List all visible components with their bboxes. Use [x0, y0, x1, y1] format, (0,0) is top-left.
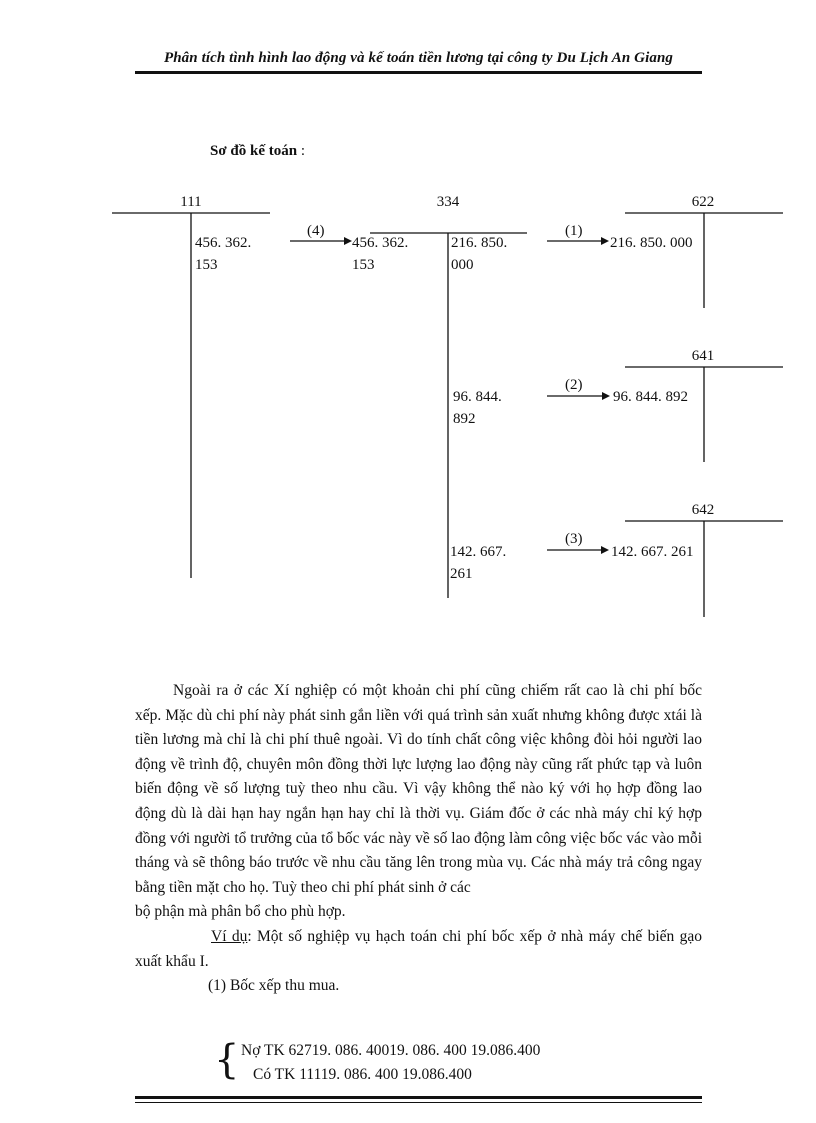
- arrow-2-label: (2): [565, 377, 583, 393]
- entry-622-debit: 216. 850. 000: [610, 235, 693, 251]
- entry-334-credit-2-line1: 96. 844.: [453, 389, 502, 405]
- entry-334-credit-2: [453, 386, 502, 430]
- entry-334-credit-2-line2: 892: [453, 411, 476, 427]
- arrow-1-head: [601, 237, 609, 245]
- entry-334-debit-line2: 153: [352, 257, 375, 273]
- diagram-title-bold: Sơ đồ kế toán: [210, 143, 298, 159]
- entry-642-debit: 142. 667. 261: [611, 544, 694, 560]
- example-item-1: (1) Bốc xếp thu mua.: [208, 977, 340, 995]
- body-text: [135, 679, 702, 999]
- entry-111-credit-line2: 153: [195, 257, 218, 273]
- arrow-1-label: (1): [565, 223, 583, 239]
- journal-debit-line: Nợ TK 62719. 086. 40019. 086. 400 19.086.400: [241, 1042, 541, 1059]
- footer-rule-thick: [135, 1096, 702, 1099]
- account-label-622: 622: [691, 194, 715, 210]
- account-label-111: 111: [180, 194, 202, 210]
- entry-334-credit-3-line2: 261: [450, 566, 473, 582]
- entry-334-debit: [352, 232, 408, 276]
- arrow-4-head: [344, 237, 352, 245]
- example-paragraph: [135, 925, 702, 974]
- account-label-334: 334: [436, 194, 460, 210]
- journal-brace: {: [214, 1037, 240, 1083]
- paragraph-cost-loading: Ngoài ra ở các Xí nghiệp có một khoản chi phí cũng chiếm rất cao là chi phí bốc xếp. Mặc dù chi phí này phát sinh gắn liền với quá trình sản xuất nhưng không được xtái là tiền lương mà chỉ là chi phí thuê ngoài. Vì do tính chất công việc không đòi hỏi người lao động về trình độ, chuyên môn đồng thời lực lượng lao động này cũng rất phức tạp và luôn biến động về số lượng tuỳ theo nhu cầu. Vì vậy không thể nào ký với họ hợp đồng lao động dù là dài hạn hay ngắn hạn hay chỉ là thời vụ. Giám đốc ở các nhà máy chỉ ký hợp đồng với người tổ trưởng của tổ bốc vác này về số lao động làm công việc bốc vác vào mỗi tháng và sẽ thông báo trước về nhu cầu tăng lên trong mùa vụ. Các nhà máy trả công ngay bằng tiền mặt cho họ. Tuỳ theo chi phí phát sinh ở các: [135, 682, 702, 896]
- arrow-3-label: (3): [565, 531, 583, 547]
- entry-334-credit-1: [451, 232, 507, 276]
- entry-641-debit: 96. 844. 892: [613, 389, 688, 405]
- paragraph-cost-loading-cont: bộ phận mà phân bổ cho phù hợp.: [135, 903, 346, 921]
- entry-111-credit: [195, 232, 251, 276]
- arrow-3-head: [601, 546, 609, 554]
- journal-credit-line: Có TK 11119. 086. 400 19.086.400: [253, 1066, 472, 1083]
- diagram-title-colon: :: [297, 143, 305, 159]
- entry-334-credit-3-line1: 142. 667.: [450, 544, 507, 560]
- page-header-title: Phân tích tình hình lao động và kế toán tiền lương tại công ty Du Lịch An Giang: [163, 50, 674, 66]
- arrow-4-label: (4): [307, 223, 325, 239]
- account-label-642: 642: [691, 502, 715, 518]
- entry-334-credit-1-line2: 000: [451, 257, 474, 273]
- entry-334-credit-3: [450, 541, 506, 585]
- arrow-2-head: [602, 392, 610, 400]
- account-label-641: 641: [691, 348, 715, 364]
- entry-111-credit-line1: 456. 362.: [195, 235, 252, 251]
- entry-334-credit-1-line1: 216. 850.: [451, 235, 508, 251]
- example-text: : Một số nghiệp vụ hạch toán chi phí bốc xếp ở nhà máy chế biến gạo xuất khẩu I.: [135, 927, 702, 970]
- entry-334-debit-line1: 456. 362.: [352, 235, 409, 251]
- example-label: Ví dụ: [211, 927, 248, 945]
- footer-rule-thin: [135, 1102, 702, 1103]
